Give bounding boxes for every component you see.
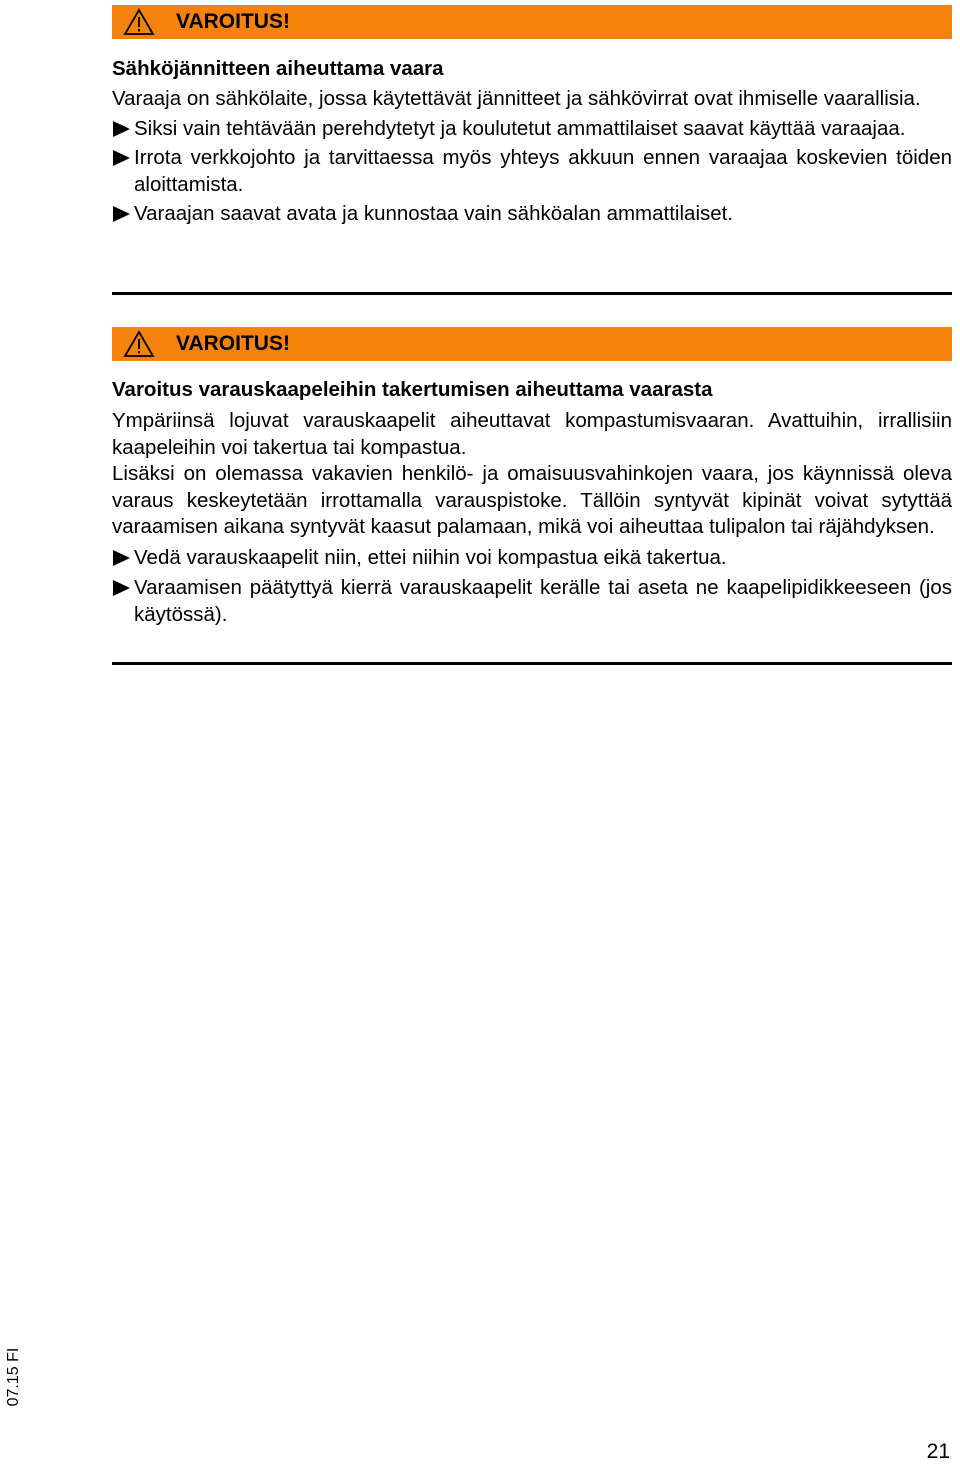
warning-content-2 bbox=[112, 377, 952, 628]
section-divider bbox=[112, 662, 952, 665]
warning-text: Ympäriinsä lojuvat varauskaapelit aiheuttavat kompastumisvaaran. Avattuihin, irrallisiin kaapeleihin voi takertua tai kompastua. bbox=[112, 409, 952, 459]
section-divider bbox=[112, 292, 952, 295]
action-item: Varaajan saavat avata ja kunnostaa vain sähköalan ammattilaiset. bbox=[112, 201, 952, 228]
warning-heading: Varoitus varauskaapeleihin takertumisen aiheuttama vaarasta bbox=[112, 378, 713, 401]
warning-text: Lisäksi on olemassa vakavien henkilö- ja omaisuusvahinkojen vaara, jos käynnissä oleva varaus keskeytetään irrottamalla varauspistoke. Tällöin syntyvät kipinät voivat sytyttää varaamisen aikana syntyvät kaasut palamaan, mikä voi aiheuttaa tulipalon tai räjähdyksen. bbox=[112, 462, 952, 538]
action-item: Vedä varauskaapelit niin, ettei niihin voi kompastua eikä takertua. bbox=[112, 545, 952, 572]
warning-text: Varaaja on sähkölaite, jossa käytettävät jännitteet ja sähkövirrat ovat ihmiselle vaarallisia. bbox=[112, 87, 921, 110]
warning-banner-2 bbox=[112, 327, 952, 361]
action-item: Irrota verkkojohto ja tarvittaessa myös yhteys akkuun ennen varaajaa koskevien töiden aloittamista. bbox=[112, 145, 952, 198]
edition-label: 07.15 FI bbox=[5, 1347, 22, 1407]
action-arrow-icon bbox=[113, 150, 130, 166]
action-item: Varaamisen päätyttyä kierrä varauskaapelit kerälle tai aseta ne kaapelipidikkeeseen (jos käytössä). bbox=[112, 575, 952, 628]
warning-label: VAROITUS! bbox=[176, 332, 290, 355]
warning-banner-1 bbox=[112, 5, 952, 39]
page-number: 21 bbox=[926, 1440, 950, 1463]
warning-heading: Sähköjännitteen aiheuttama vaara bbox=[112, 57, 444, 80]
warning-triangle-icon bbox=[122, 329, 156, 359]
action-arrow-icon bbox=[113, 206, 130, 222]
warning-triangle-icon bbox=[122, 7, 156, 37]
action-arrow-icon bbox=[113, 580, 130, 596]
action-arrow-icon bbox=[113, 121, 130, 137]
action-arrow-icon bbox=[113, 550, 130, 566]
warning-label: VAROITUS! bbox=[176, 10, 290, 33]
warning-content-1 bbox=[112, 56, 952, 228]
action-item: Siksi vain tehtävään perehdytetyt ja koulutetut ammattilaiset saavat käyttää varaajaa. bbox=[112, 116, 952, 143]
